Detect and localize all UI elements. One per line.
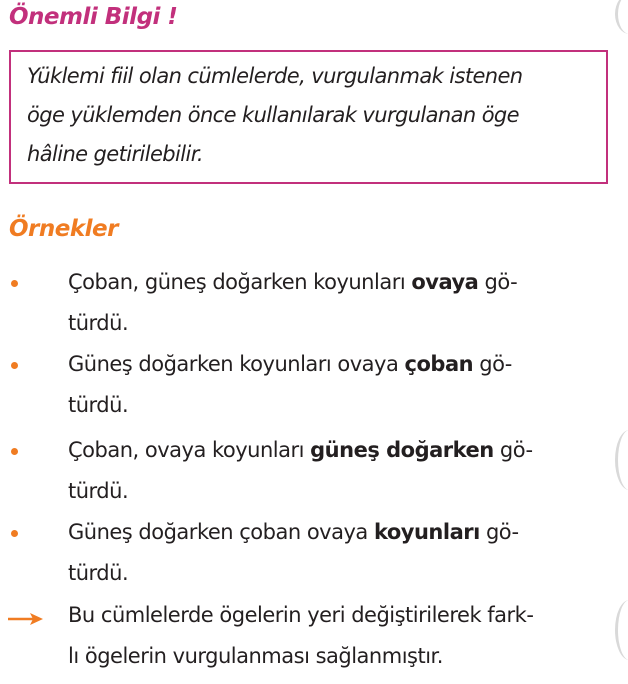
example-2-line-2: türdü. [68,393,129,417]
example-2-line-1 [68,352,512,376]
info-box [9,50,608,184]
bullet-icon [11,362,18,369]
example-3-line-2: türdü. [68,479,129,503]
info-line-2: öge yüklemden önce kullanılarak vurgulanan öge [27,103,519,127]
examples-title: Örnekler [9,216,118,242]
info-line-1: Yüklemi fiil olan cümlelerde, vurgulanmak istenen [27,64,523,88]
conclusion-line-1: Bu cümlelerde ögelerin yeri değiştirilerek fark- [68,603,534,627]
example-2-tail: gö- [473,352,512,376]
example-2-emphasis: çoban [404,352,474,376]
bullet-icon [11,280,18,287]
note-title: Önemli Bilgi ! [9,4,178,30]
example-1-line-1 [68,270,517,294]
example-4-text: Güneş doğarken çoban ovaya [68,520,374,544]
page-edge-curve-bottom [615,600,628,660]
example-2-text: Güneş doğarken koyunları ovaya [68,352,405,376]
bullet-icon [11,448,18,455]
info-line-3: hâline getirilebilir. [27,142,203,166]
example-1-line-2: türdü. [68,311,129,335]
example-4-line-2: türdü. [68,561,129,585]
example-3-line-1 [68,438,533,462]
conclusion-line-2: lı ögelerin vurgulanması sağlanmıştır. [68,644,443,668]
example-4-line-1 [68,520,519,544]
example-3-emphasis: güneş doğarken [310,438,494,462]
example-1-emphasis: ovaya [411,270,479,294]
example-4-tail: gö- [479,520,519,544]
example-3-tail: gö- [493,438,533,462]
bullet-icon [11,530,18,537]
example-1-text: Çoban, güneş doğarken koyunları [68,270,412,294]
page-edge-curve-middle [615,430,628,490]
page-edge-curve-top [615,0,628,34]
example-1-tail: gö- [478,270,518,294]
example-4-emphasis: koyunları [373,520,480,544]
example-3-text: Çoban, ovaya koyunları [68,438,311,462]
right-arrow-icon [8,612,44,626]
